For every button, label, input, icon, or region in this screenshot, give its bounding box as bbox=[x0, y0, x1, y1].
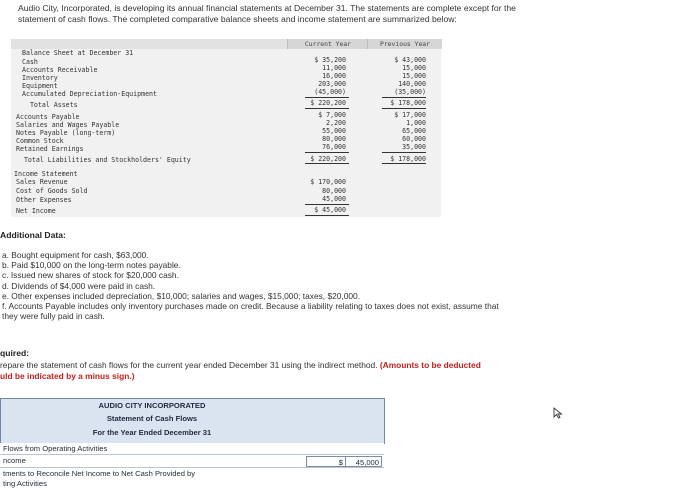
bs-label: Total Assets bbox=[22, 101, 78, 109]
col-header-previous-year: Previous Year bbox=[367, 39, 442, 49]
bs-label: Salaries and Wages Payable bbox=[16, 121, 120, 129]
required-line-2: uld be indicated by a minus sign.) bbox=[0, 371, 135, 381]
total-rule bbox=[382, 152, 426, 153]
amount-dollar-cell: $ bbox=[306, 456, 346, 467]
bs-previous-value: (35,000) bbox=[394, 88, 426, 96]
bs-current-value: 80,000 bbox=[322, 135, 346, 143]
bs-previous-value: 65,000 bbox=[402, 127, 426, 135]
is-label: Sales Revenue bbox=[16, 178, 68, 186]
bs-label: Notes Payable (long-term) bbox=[16, 129, 116, 137]
additional-item: e. Other expenses included depreciation, $10,000; salaries and wages, $15,000; taxes, $20,000. bbox=[2, 290, 361, 301]
is-label: Other Expenses bbox=[16, 196, 72, 204]
is-label: Income Statement bbox=[14, 170, 78, 178]
statement-row-label: tments to Reconcile Net Income to Net Cash Provided by bbox=[3, 469, 196, 478]
additional-data-heading: Additional Data: bbox=[0, 230, 66, 240]
bs-current-value: 203,000 bbox=[318, 80, 346, 88]
bs-current-value: $ 220,200 bbox=[310, 99, 346, 107]
bs-label: Balance Sheet at December 31 bbox=[22, 49, 134, 57]
is-value: 45,000 bbox=[322, 195, 346, 203]
required-note: (Amounts to be deducted bbox=[377, 360, 481, 370]
is-value: $ 170,000 bbox=[310, 178, 346, 186]
bs-label: Equipment bbox=[22, 82, 58, 90]
bs-previous-value: $ 17,000 bbox=[394, 111, 426, 119]
intro-line-1: Audio City, Incorporated, is developing its annual financial statements at December 31. The statements are complete except for the bbox=[18, 3, 516, 13]
is-value: 80,000 bbox=[322, 187, 346, 195]
total-rule bbox=[305, 215, 349, 216]
statement-row-label: ting Activities bbox=[3, 479, 47, 488]
total-rule bbox=[382, 97, 426, 98]
bs-previous-value: $ 43,000 bbox=[394, 56, 426, 64]
total-rule bbox=[305, 108, 349, 109]
bs-label: Total Liabilities and Stockholders' Equity bbox=[16, 156, 191, 164]
statement-period: For the Year Ended December 31 bbox=[92, 428, 212, 437]
additional-item: b. Paid $10,000 on the long-term notes payable. bbox=[2, 260, 181, 271]
bs-current-value: 16,000 bbox=[322, 72, 346, 80]
bs-current-value: (45,000) bbox=[314, 88, 346, 96]
bs-current-value: 76,000 bbox=[322, 143, 346, 151]
bs-previous-value: 15,000 bbox=[402, 64, 426, 72]
statement-header-amounts bbox=[304, 398, 385, 444]
bs-previous-value: 35,000 bbox=[402, 143, 426, 151]
bs-current-value: $ 35,200 bbox=[314, 56, 346, 64]
bs-previous-value: 60,000 bbox=[402, 135, 426, 143]
total-rule bbox=[305, 152, 349, 153]
bs-previous-value: $ 178,000 bbox=[390, 99, 426, 107]
required-heading: quired: bbox=[0, 348, 30, 358]
mouse-pointer-icon bbox=[553, 406, 563, 424]
bs-current-value: 11,000 bbox=[322, 64, 346, 72]
bs-previous-value: 140,000 bbox=[398, 80, 426, 88]
bs-current-value: 2,200 bbox=[326, 119, 346, 127]
is-label: Cost of Goods Sold bbox=[16, 187, 88, 195]
bs-label: Accounts Receivable bbox=[22, 66, 98, 74]
total-rule bbox=[382, 108, 426, 109]
statement-row bbox=[0, 443, 384, 455]
bs-previous-value: 1,000 bbox=[406, 119, 426, 127]
bs-previous-value: $ 178,000 bbox=[390, 155, 426, 163]
bs-label: Retained Earnings bbox=[16, 145, 84, 153]
total-rule bbox=[382, 163, 426, 164]
intro-line-2: statement of cash flows. The completed comparative balance sheets and income statement are summarized below: bbox=[18, 13, 457, 24]
statement-row-label: Flows from Operating Activities bbox=[3, 444, 108, 453]
statement-company-name: AUDIO CITY INCORPORATED bbox=[98, 401, 206, 410]
additional-data-list bbox=[2, 250, 499, 321]
bs-label: Accumulated Depreciation-Equipment bbox=[22, 90, 157, 98]
bs-label: Cash bbox=[22, 58, 38, 66]
additional-item: c. Issued new shares of stock for $20,000 cash. bbox=[2, 270, 179, 281]
total-rule bbox=[305, 204, 349, 205]
bs-previous-value: 15,000 bbox=[402, 72, 426, 80]
statement-row bbox=[0, 468, 384, 490]
total-rule bbox=[305, 163, 349, 164]
statement-row-label: ncome bbox=[3, 456, 26, 465]
bs-label: Inventory bbox=[22, 74, 58, 82]
statement-title: Statement of Cash Flows bbox=[106, 414, 198, 423]
required-line-1 bbox=[0, 360, 481, 370]
total-rule bbox=[305, 97, 349, 98]
required-text: repare the statement of cash flows for the current year ended December 31 using the indirect method. bbox=[0, 360, 378, 370]
bs-current-value: $ 220,200 bbox=[310, 155, 346, 163]
is-label: Net Income bbox=[16, 207, 56, 215]
col-header-current-year: Current Year bbox=[287, 39, 368, 49]
bs-label: Common Stock bbox=[16, 137, 64, 145]
additional-item: a. Bought equipment for cash, $63,000. bbox=[2, 250, 149, 260]
bs-label: Accounts Payable bbox=[16, 113, 80, 121]
is-value: $ 45,000 bbox=[314, 206, 346, 214]
additional-item: they were fully paid in cash. bbox=[2, 311, 105, 322]
additional-item: f. Accounts Payable includes only inventory purchases made on credit. Because a liability relating to taxes does not exist, assume that bbox=[2, 301, 499, 312]
intro-text bbox=[18, 3, 688, 24]
bs-current-value: 55,000 bbox=[322, 127, 346, 135]
bs-current-value: $ 7,000 bbox=[318, 111, 346, 119]
net-income-amount-cell[interactable]: 45,000 bbox=[346, 456, 382, 467]
additional-item: d. Dividends of $4,000 were paid in cash. bbox=[2, 280, 156, 291]
